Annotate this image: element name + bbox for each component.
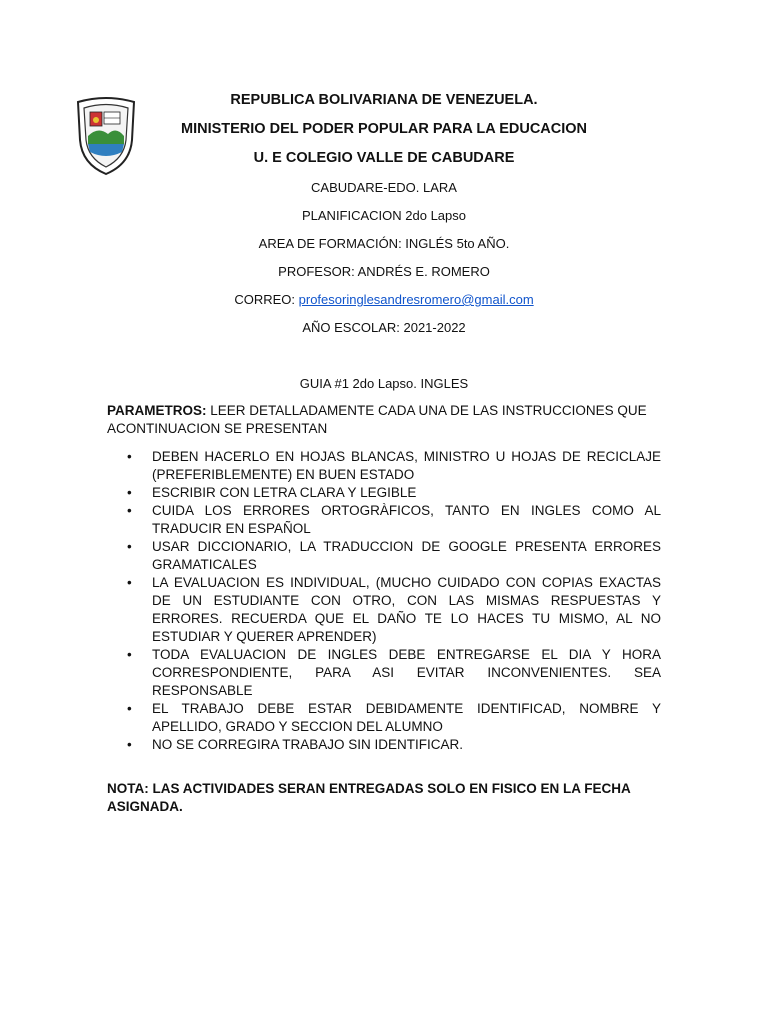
email-label: CORREO:: [234, 292, 299, 307]
header-republic: REPUBLICA BOLIVARIANA DE VENEZUELA.: [230, 92, 538, 108]
rule-text: LA EVALUACION ES INDIVIDUAL, (MUCHO CUIDADO CON COPIAS EXACTAS DE UN ESTUDIANTE CON OTRO, CON LAS MISMAS RESPUESTAS Y ERRORES. RECUERDA QUE EL DAÑO TE LO HACES TU MISMO, AL NO ESTUDIAR Y QUERER APRENDER): [152, 575, 661, 644]
rule-item: [107, 700, 661, 736]
info-school-year: AÑO ESCOLAR: 2021-2022: [302, 320, 466, 335]
info-email-line: [0, 292, 768, 307]
bullet-icon: •: [127, 449, 132, 464]
rule-text: USAR DICCIONARIO, LA TRADUCCION DE GOOGLE PRESENTA ERRORES GRAMATICALES: [152, 539, 661, 572]
parameters-text: LEER DETALLADAMENTE CADA UNA DE LAS INSTRUCCIONES QUE ACONTINUACION SE PRESENTAN: [107, 403, 647, 436]
header-ministry: MINISTERIO DEL PODER POPULAR PARA LA EDUCACION: [180, 121, 588, 137]
email-link[interactable]: profesoringlesandresromero@gmail.com: [298, 292, 534, 307]
rule-item: [107, 502, 661, 538]
rule-text: ESCRIBIR CON LETRA CLARA Y LEGIBLE: [152, 485, 417, 500]
guide-title: GUIA #1 2do Lapso. INGLES: [299, 376, 469, 391]
rule-item: [107, 736, 661, 754]
bullet-icon: •: [127, 647, 132, 662]
header-school: U. E COLEGIO VALLE DE CABUDARE: [253, 150, 515, 166]
bullet-icon: •: [127, 575, 132, 590]
rule-text: NO SE CORREGIRA TRABAJO SIN IDENTIFICAR.: [152, 737, 464, 752]
bullet-icon: •: [127, 485, 132, 500]
parameters-label: PARAMETROS:: [107, 403, 207, 418]
rule-item: [107, 574, 661, 646]
rule-text: EL TRABAJO DEBE ESTAR DEBIDAMENTE IDENTIFICAD, NOMBRE Y APELLIDO, GRADO Y SECCION DEL ALUMNO: [152, 701, 661, 734]
parameters-paragraph: [107, 402, 661, 438]
bullet-icon: •: [127, 539, 132, 554]
rules-list: [107, 448, 661, 754]
info-area: AREA DE FORMACIÓN: INGLÉS 5to AÑO.: [258, 236, 510, 251]
rule-text: TODA EVALUACION DE INGLES DEBE ENTREGARSE EL DIA Y HORA CORRESPONDIENTE, PARA ASI EVITAR INCONVENIENTES. SEA RESPONSABLE: [152, 647, 661, 698]
bullet-icon: •: [127, 701, 132, 716]
info-plan: PLANIFICACION 2do Lapso: [301, 208, 467, 223]
note-paragraph: NOTA: LAS ACTIVIDADES SERAN ENTREGADAS SOLO EN FISICO EN LA FECHA ASIGNADA.: [107, 781, 631, 814]
info-teacher: PROFESOR: ANDRÉS E. ROMERO: [278, 264, 490, 279]
bullet-icon: •: [127, 737, 132, 752]
bullet-icon: •: [127, 503, 132, 518]
rule-item: [107, 646, 661, 700]
rule-item: [107, 448, 661, 484]
rule-item: [107, 484, 661, 502]
info-city: CABUDARE-EDO. LARA: [311, 180, 457, 195]
rule-item: [107, 538, 661, 574]
rule-text: CUIDA LOS ERRORES ORTOGRÀFICOS, TANTO EN INGLES COMO AL TRADUCIR EN ESPAÑOL: [152, 503, 661, 536]
rule-text: DEBEN HACERLO EN HOJAS BLANCAS, MINISTRO U HOJAS DE RECICLAJE (PREFERIBLEMENTE) EN BUEN ESTADO: [152, 449, 661, 482]
